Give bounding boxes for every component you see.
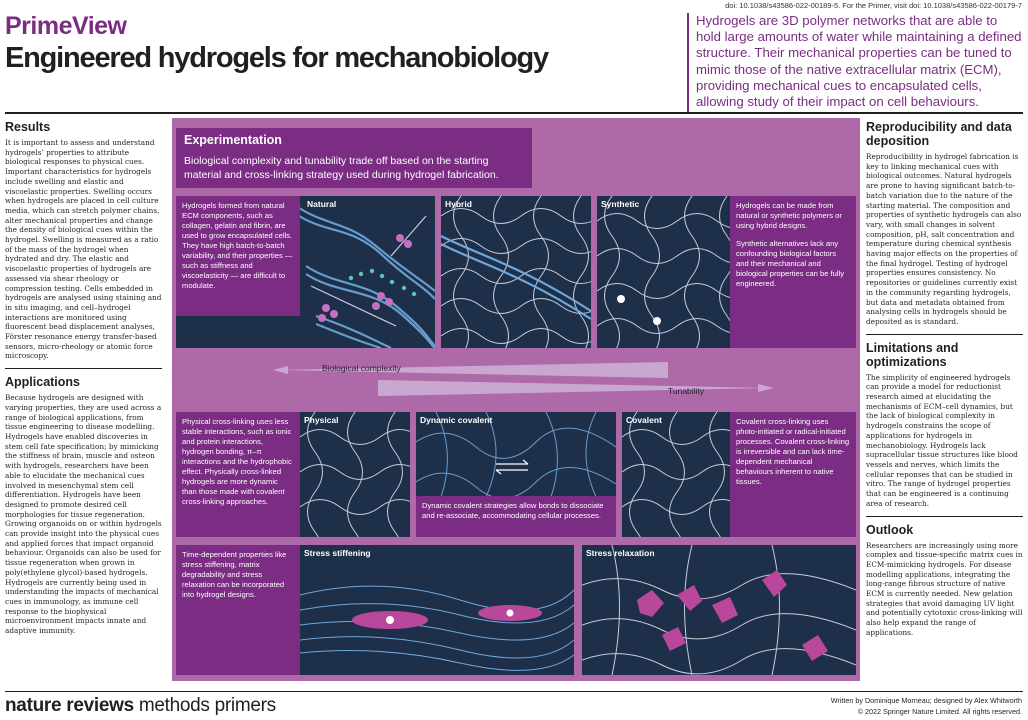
stiffening-cells — [352, 605, 542, 629]
covalent-crosslink-illustration — [622, 412, 730, 537]
reproducibility-body: Reproducibility in hydrogel fabrication is key to linking mechanical cues with biological outcomes. Natural hydrogels are prone to having significant batch-to-batch variation due to the nature of the starting material. The composition and properties of synthetic hydrogels can also vary, with small changes in solvent composition, pH, salt concentration and temperature during chemical synthesis having major effects on the properties of the final hydrogel. Testing of hydrogel properties ensures consistency. No repositories or guidelines currently exist in the community regarding hydrogels, but data and metadata obtained from analysing cells in hydrogels should be deposited as is standard. — [866, 152, 1022, 326]
lede-summary: Hydrogels are 3D polymer networks that are able to hold large amounts of water while maintaining a defined structure. Their mechanical properties can be tuned to mimic those of the native extracellular matrix (ECM), providing mechanical cues to encapsulated cells, allowing study of their impact on cell behaviours. — [687, 13, 1023, 112]
dynamic-covalent-description-box: Dynamic covalent strategies allow bonds to dissociate and re-associate, accommodating cellular processes. — [416, 496, 616, 537]
experimentation-header — [176, 128, 532, 188]
physical-crosslink-illustration — [300, 412, 410, 537]
dynamic-covalent-label: Dynamic covalent — [420, 415, 493, 425]
outlook-heading: Outlook — [866, 522, 914, 537]
physical-label: Physical — [304, 415, 339, 425]
synthetic-text-2: Synthetic alternatives lack any confounding biological factors and their mechanical and biological properties can be fully engineered. — [736, 239, 845, 288]
physical-description-box: Physical cross-linking uses less stable interactions, such as ionic and protein interactions, hydrogen bonding, π–π interactions and the hydrophobic effect. Physically cross-linked hydrogels are more dynamic than those made with covalent cross-linking approaches. — [176, 412, 300, 537]
relaxation-cells — [637, 570, 828, 661]
covalent-network-svg — [622, 412, 730, 537]
relaxation-svg — [582, 545, 856, 675]
time-dependent-description-box: Time-dependent properties like stress stiffening, matrix degradability and stress relaxation can be incorporated into hydrogel designs. — [176, 545, 300, 675]
synthetic-description-box — [730, 196, 856, 348]
physical-network-svg — [300, 412, 410, 537]
stiffening-svg — [300, 545, 574, 675]
covalent-description-box: Covalent cross-linking uses photo-initiated or radical-initiated processes. Covalent cross-linking is irreversible and can lack time-dependent mechanical behaviours inherent to native tissues. — [730, 412, 856, 537]
covalent-label: Covalent — [626, 415, 662, 425]
limitations-body: The simplicity of engineered hydrogels can provide a model for reductionist research aimed at elucidating the mechanisms of ECM–cell dynamics, but the lack of biological complexity in hydrogels constrains the scope of applications for hydrogels in mechanobiology. Hydrogels lack supracellular tissue structures like blood vessels and nerves, which limits the cellular reponses that can be studied in vitro. The range of hydrogel properties that can be engineered is a continuing area of research. — [866, 372, 1018, 508]
hybrid-network-svg — [441, 196, 591, 348]
header-divider — [5, 112, 1023, 114]
complexity-tunability-arrows — [178, 352, 856, 408]
outlook-body: Researchers are increasingly using more complex and tissue-specific matrix cues in ECM-mimicking hydrogels. For disease modelling applications, integrating the long-range fibrous structure of native ECM is currently needed. New gelation strategies that avoid damaging UV light and potentially cytotoxic cross-linking will also help expand the range of applications. — [866, 540, 1023, 637]
hybrid-hydrogel-illustration — [441, 196, 591, 348]
synthetic-label: Synthetic — [601, 199, 640, 209]
applications-heading: Applications — [5, 375, 81, 390]
right-column — [866, 120, 1023, 638]
stress-relaxation-label: Stress relaxation — [586, 548, 655, 558]
experimentation-title: Experimentation — [184, 133, 282, 147]
natural-label: Natural — [307, 199, 337, 209]
page-title: Engineered hydrogels for mechanobiology — [5, 42, 548, 74]
natural-description-box: Hydrogels formed from natural ECM components, such as collagen, gelatin and fibrin, are used to grow encapsulated cells. They have high batch-to-batch variability, and their properties — such as stiffness and viscoelasticity — are difficult to modulate. — [176, 196, 300, 316]
journal-brand-light: methods primers — [133, 695, 276, 716]
section-divider — [866, 516, 1023, 517]
footer-credit — [831, 696, 1022, 717]
journal-brand — [5, 695, 276, 717]
stress-stiffening-label: Stress stiffening — [304, 548, 371, 558]
reversible-arrows-icon — [496, 460, 528, 474]
journal-brand-bold: nature reviews — [5, 695, 134, 716]
section-divider — [5, 368, 162, 369]
copyright: © 2022 Springer Nature Limited. All rights reserved. — [857, 706, 1022, 716]
tunability-arrow — [378, 380, 768, 396]
hybrid-label: Hybrid — [445, 199, 472, 209]
applications-body: Because hydrogels are designed with varying properties, they are used across a range of biological applications, from tissue engineering to disease modelling. Hydrogels have enabled discoveries in stem cell fate specification; by mimicking the stiffness of brain, muscle and osteon with hydrogels, researchers have been able to elucidate the mechanical cues involved in mesenchymal stem cell differentiation. Hydrogels have been designed to promote desired cell morphologies for tissue regeneration. Growing organoids on or within hydrogels can provide insight into the physical cues and applied forces that impact organoid behaviour. Organoids can also be used for tissue regeneration when grown in poly(ethylene glycol)-based hydrogels. Hydrogels are currently being used in understanding the impacts of mechanical cues in immunology, as immune cell response to the biophysical microenvironment impacts innate and adaptive immunity. — [5, 393, 162, 636]
biological-complexity-label: Biological complexity — [322, 363, 401, 373]
results-body: It is important to assess and understand hydrogels’ properties to attribute biological responses to physical cues. Important characteristics for hydrogels include swelling and elastic and viscoelastic properties. Swelling occurs when hydrogels are placed in cell culture media, which can stretch polymer chains, alter mechanical properties and change the density of biological cues within the hydrogel. Swelling is measured as a ratio of the mass of the hydrogel when hydrated and dry. The elastic and viscoelastic properties of hydrogels are assessed via shear rheology or compression testing. Cells embedded in hydrogels are analysed using staining and in situ imaging, and cell–hydrogel interactions are monitored using fluorescent bead displacement analyses, Förster resonance energy transfer-based sensors, micro-rheology or atomic force microscopy. — [5, 138, 162, 361]
author-credit: Written by Dominique Morneau; designed by Alex Whitworth — [830, 696, 1022, 705]
results-heading: Results — [5, 120, 51, 134]
reproducibility-heading: Reproducibility and data deposition — [866, 120, 1012, 148]
doi-line: doi: 10.1038/s43586-022-00189-5. For the Primer, visit doi: 10.1038/s43586-022-00179-7 — [725, 1, 1022, 10]
experimentation-subtitle: Biological complexity and tunability trade off based on the starting material and cross-linking strategy used during hydrogel fabrication. — [184, 155, 499, 181]
footer-divider — [5, 691, 1023, 692]
left-column — [5, 120, 162, 636]
stress-stiffening-illustration — [300, 545, 574, 675]
synthetic-text-1: Hydrogels can be made from natural or synthetic polymers or using hybrid designs. — [736, 201, 842, 230]
tunability-label: Tunability — [668, 386, 705, 396]
primeview-brand: PrimeView — [5, 12, 127, 40]
stress-relaxation-illustration — [582, 545, 856, 675]
section-divider — [866, 334, 1023, 335]
dynamic-covalent-illustration — [416, 412, 616, 537]
limitations-heading: Limitations and optimizations — [866, 340, 959, 369]
